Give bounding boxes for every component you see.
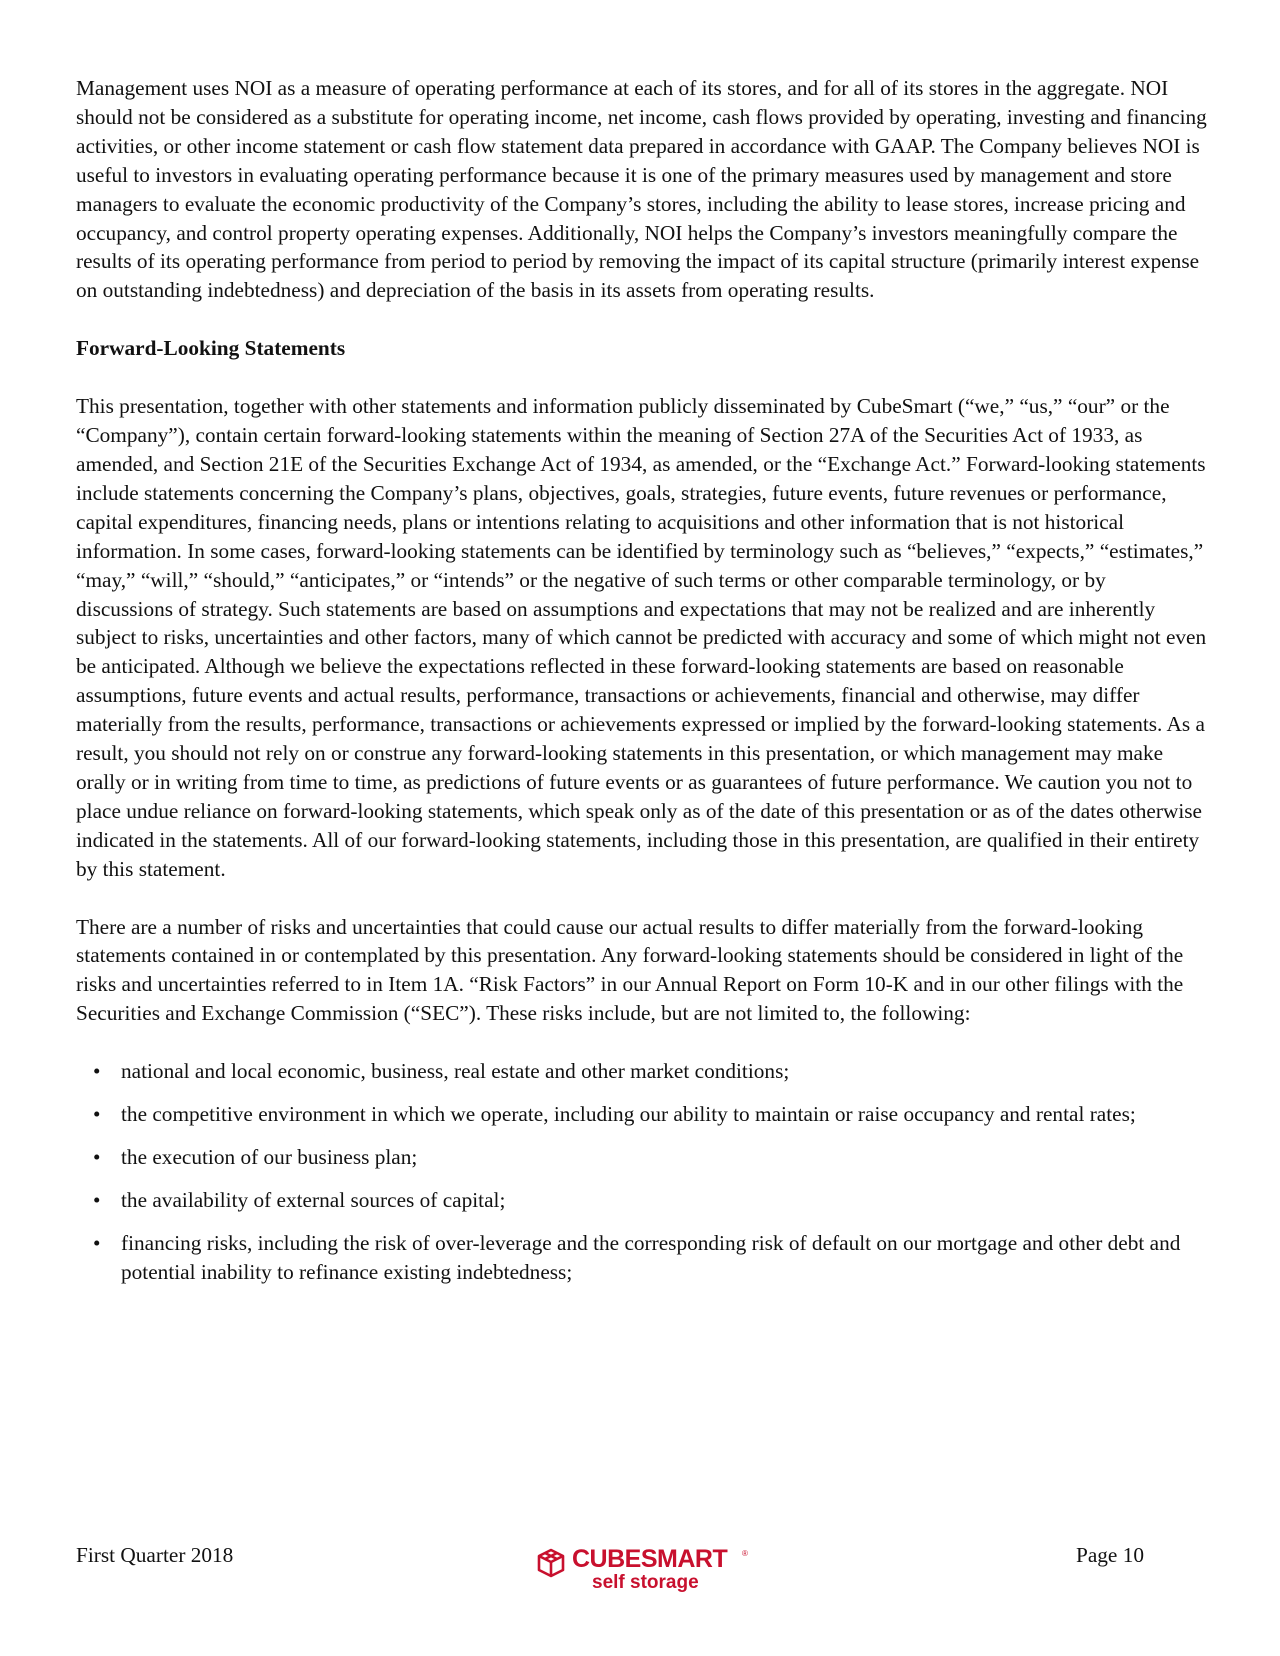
bullet-icon: • bbox=[93, 1230, 101, 1255]
noi-paragraph: Management uses NOI as a measure of operating performance at each of its stores, and for all of its stores in the aggregate. NOI should not be considered as a substitute for operating income, net income, cash flows provided by operating, investing and financing activities, or other income statement or cash flow statement data prepared in accordance with GAAP. The Company believes NOI is useful to investors in evaluating operating performance because it is one of the primary measures used by management and store managers to evaluate the economic productivity of the Company’s stores, including the ability to lease stores, increase pricing and occupancy, and control property operating expenses. Additionally, NOI helps the Company’s investors meaningfully compare the results of its operating performance from period to period by removing the impact of its capital structure (primarily interest expense on outstanding indebtedness) and depreciation of the basis in its assets from operating results. bbox=[76, 76, 1207, 303]
list-item bbox=[76, 1057, 1208, 1086]
list-item bbox=[76, 1229, 1208, 1287]
logo-brand-text: CUBESMART bbox=[572, 1545, 728, 1573]
list-item-text: national and local economic, business, real estate and other market conditions; bbox=[121, 1059, 790, 1084]
bullet-icon: • bbox=[93, 1187, 101, 1212]
risk-list bbox=[76, 1057, 1208, 1286]
logo-tagline: self storage bbox=[592, 1572, 699, 1593]
list-item-text: the competitive environment in which we operate, including our ability to maintain or raise occupancy and rental rates; bbox=[121, 1102, 1136, 1127]
list-item bbox=[76, 1186, 1208, 1215]
document-body bbox=[76, 74, 1208, 1301]
forward-looking-paragraph: This presentation, together with other statements and information publicly disseminated by CubeSmart (“we,” “us,” “our” or the “Company”), contain certain forward-looking statements within the meaning of Section 27A of the Securities Act of 1933, as amended, and Section 21E of the Securities Exchange Act of 1934, as amended, or the “Exchange Act.” Forward-looking statements include statements concerning the Company’s plans, objectives, goals, strategies, future events, future revenues or performance, capital expenditures, financing needs, plans or intentions relating to acquisitions and other information that is not historical information. In some cases, forward-looking statements can be identified by terminology such as “believes,” “expects,” “estimates,” “may,” “will,” “should,” “anticipates,” or “intends” or the negative of such terms or other comparable terminology, or by discussions of strategy. Such statements are based on assumptions and expectations that may not be realized and are inherently subject to risks, uncertainties and other factors, many of which cannot be predicted with accuracy and some of which might not even be anticipated. Although we believe the expectations reflected in these forward-looking statements are based on reasonable assumptions, future events and actual results, performance, transactions or achievements, financial and otherwise, may differ materially from the results, performance, transactions or achievements expressed or implied by the forward-looking statements. As a result, you should not rely on or construe any forward-looking statements in this presentation, or which management may make orally or in writing from time to time, as predictions of future events or as guarantees of future performance. We caution you not to place undue reliance on forward-looking statements, which speak only as of the date of this presentation or as of the dates otherwise indicated in the statements. All of our forward-looking statements, including those in this presentation, are qualified in their entirety by this statement. bbox=[76, 394, 1207, 881]
logo-trademark: ® bbox=[742, 1549, 748, 1558]
page-footer bbox=[76, 1543, 1144, 1603]
cube-icon bbox=[536, 1548, 566, 1578]
list-item-text: financing risks, including the risk of over-leverage and the corresponding risk of default on our mortgage and other debt and potential inability to refinance existing indebtedness; bbox=[121, 1230, 1181, 1284]
list-item-text: the availability of external sources of capital; bbox=[121, 1187, 506, 1212]
footer-period: First Quarter 2018 bbox=[76, 1543, 234, 1567]
cubesmart-logo bbox=[536, 1545, 756, 1597]
list-item bbox=[76, 1143, 1208, 1172]
bullet-icon: • bbox=[93, 1059, 101, 1084]
bullet-icon: • bbox=[93, 1145, 101, 1169]
bullet-icon: • bbox=[93, 1102, 101, 1127]
page-number: Page 10 bbox=[1075, 1543, 1144, 1567]
list-item bbox=[76, 1100, 1208, 1129]
risks-intro-paragraph: There are a number of risks and uncertainties that could cause our actual results to differ materially from the forward-looking statements contained in or contemplated by this presentation. Any forward-looking statements should be considered in light of the risks and uncertainties referred to in Item 1A. “Risk Factors” in our Annual Report on Form 10-K and in our other filings with the Securities and Exchange Commission (“SEC”). These risks include, but are not limited to, the following: bbox=[76, 914, 1184, 1026]
list-item-text: the execution of our business plan; bbox=[121, 1145, 418, 1169]
section-heading: Forward-Looking Statements bbox=[76, 336, 346, 361]
